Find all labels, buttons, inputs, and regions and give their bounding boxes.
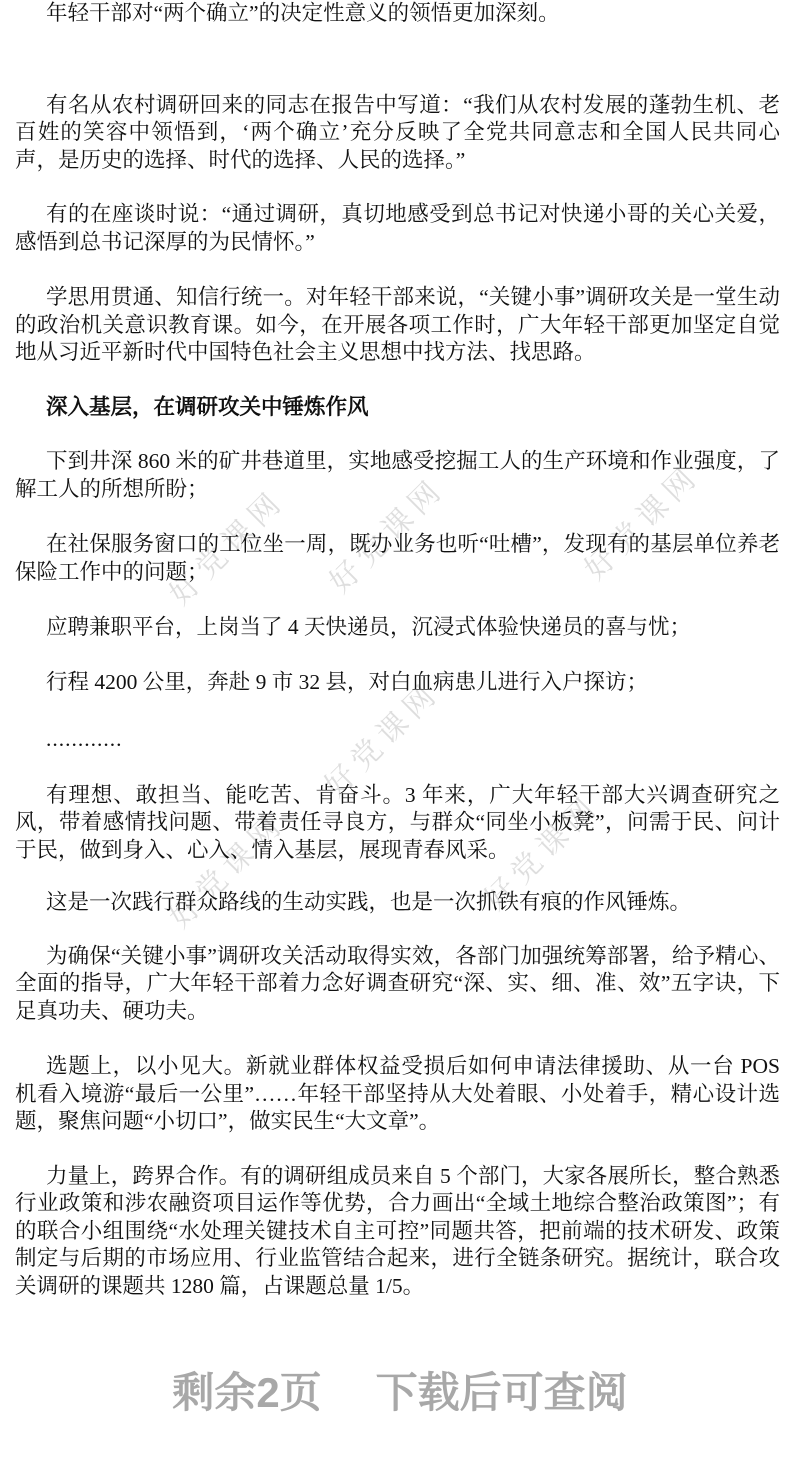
paragraph-ensure-effect: 为确保“关键小事”调研攻关活动取得实效，各部门加强统筹部署，给予精心、全面的指导，广大年轻干部着力念好调查研究“深、实、细、准、效”五字诀，下足真功夫、硬功夫。 [15,943,780,1023]
watermark-text: 好党课网 [163,483,292,612]
paragraph-symposium-quote: 有的在座谈时说：“通过调研，真切地感受到总书记对快递小哥的关心关爱，感悟到总书记深厚的为民情怀。” [15,202,780,254]
watermark-text: 好党课网 [478,788,607,917]
pages-remaining-label: 剩余2页 [172,1369,322,1416]
section-heading-grassroots: 深入基层，在调研攻关中锤炼作风 [46,394,369,419]
paragraph-practice: 这是一次践行群众路线的生动实践，也是一次抓铁有痕的作风锤炼。 [46,890,692,914]
paragraph-cross-cooperation: 力量上，跨界合作。有的调研组成员来自 5 个部门，大家各展所长，整合熟悉行业政策和涉农融资项目运作等优势，合力画出“全域土地综合整治政策图”；有的联合小组围绕“水处理关键技术自主可控”同题共答，把前端的技术研发、政策制定与后期的市场应用、行业监管结合起来，进行全链条研究。据统计，联合攻关调研的课题共 1280 篇，占课题总量 1/5。 [15,1163,780,1298]
paragraph-social-security: 在社保服务窗口的工位坐一周，既办业务也听“吐槽”，发现有的基层单位养老保险工作中的问题； [15,532,780,584]
paragraph-mine-visit: 下到井深 860 米的矿井巷道里，实地感受挖掘工人的生产环境和作业强度，了解工人的所想所盼； [15,449,780,501]
paragraph-ideals: 有理想、敢担当、能吃苦、肯奋斗。3 年来，广大年轻干部大兴调查研究之风，带着感情找问题、带着责任寻良方，与群众“同坐小板凳”，问需于民、问计于民，做到身入、心入、情入基层，展现青春风采。 [15,782,780,862]
paragraph-travel-visits: 行程 4200 公里，奔赴 9 市 32 县，对白血病患儿进行入户探访； [46,669,649,694]
paragraph-report-quote: 有名从农村调研回来的同志在报告中写道：“我们从农村发展的蓬勃生机、老百姓的笑容中领悟到，‘两个确立’充分反映了全党共同意志和全国人民共同心声，是历史的选择、时代的选择、人民的选择。” [15,92,780,172]
paragraph-topic-selection: 选题上，以小见大。新就业群体权益受损后如何申请法律援助、从一台 POS 机看入境游“最后一公里”……年轻干部坚持从大处着眼、小处着手，精心设计选题，聚焦问题“小切口”，做实民生“大文章”。 [15,1054,780,1133]
paragraph-study-unity: 学思用贯通、知信行统一。对年轻干部来说，“关键小事”调研攻关是一堂生动的政治机关意识教育课。如今，在开展各项工作时，广大年轻干部更加坚定自觉地从习近平新时代中国特色社会主义思想中找方法、找思路。 [15,285,780,364]
clipped-paragraph: 年轻干部对“两个确立”的决定性意义的领悟更加深刻。 [46,1,560,25]
paragraph-ellipsis: ............ [46,727,123,751]
paragraph-courier-experience: 应聘兼职平台，上岗当了 4 天快递员，沉浸式体验快递员的喜与忧； [46,615,692,639]
watermark-text: 好党课网 [318,675,447,804]
footer-banner [0,1368,800,1418]
download-hint-label: 下载后可查阅 [375,1369,628,1416]
watermark-text: 好党课网 [163,806,292,935]
watermark-text: 好党课网 [578,458,707,587]
watermark-text: 好党课网 [323,471,452,600]
